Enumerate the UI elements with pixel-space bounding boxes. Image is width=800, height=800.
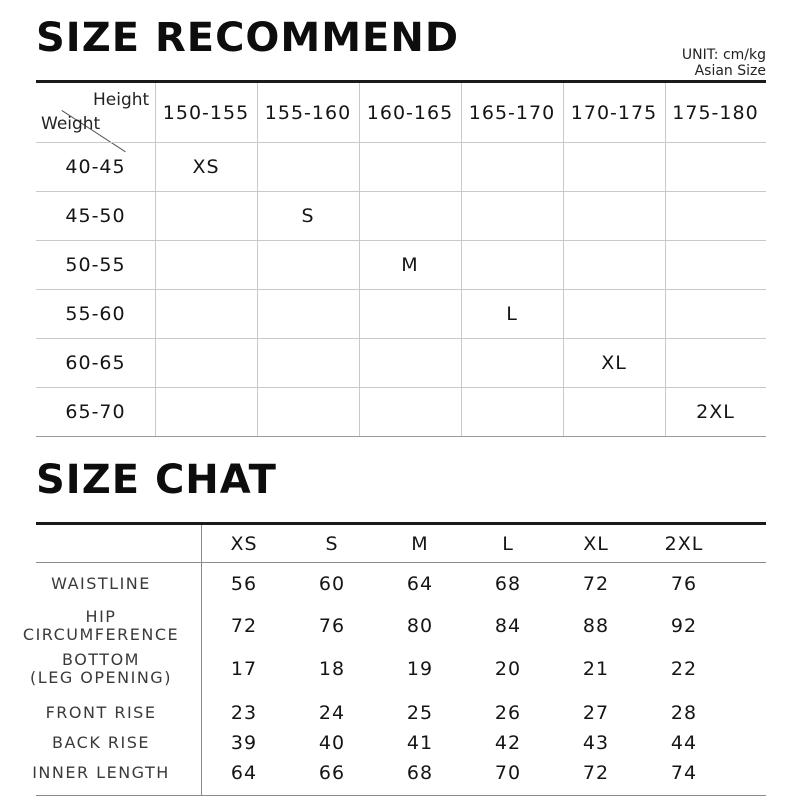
measurement-value: 28 [670, 702, 698, 724]
chat-header-divider [36, 562, 766, 563]
measurement-value: 18 [318, 658, 346, 680]
measurement-value: 84 [494, 615, 522, 637]
size-chat-title: SIZE CHAT [36, 457, 277, 503]
height-range-header: 170-175 [570, 101, 658, 124]
measurement-value: 40 [318, 732, 346, 754]
unit-note: UNIT: cm/kg [681, 47, 766, 63]
weight-range-label: 50-55 [65, 253, 126, 276]
measurement-value: 26 [494, 702, 522, 724]
measurement-value: 43 [582, 732, 610, 754]
measurement-value: 92 [670, 615, 698, 637]
chat-size-header: M [411, 532, 429, 555]
measurement-value: 56 [230, 573, 258, 595]
measurement-value: 64 [406, 573, 434, 595]
measurement-value: 64 [230, 762, 258, 784]
corner-weight-label: Weight [41, 114, 101, 134]
height-range-header: 165-170 [468, 101, 556, 124]
height-range-header: 175-180 [672, 101, 759, 124]
measurement-label: WAISTLINE [51, 574, 151, 593]
measurement-value: 68 [406, 762, 434, 784]
measurement-value: 44 [670, 732, 698, 754]
corner-height-label: Height [93, 90, 150, 110]
chat-size-header: XL [583, 532, 609, 555]
height-range-header: 150-155 [162, 101, 250, 124]
measurement-value: 27 [582, 702, 610, 724]
chat-size-header: XS [230, 532, 258, 555]
measurement-value: 17 [230, 658, 258, 680]
measurement-value: 41 [406, 732, 434, 754]
size-recommend-title: SIZE RECOMMEND [36, 15, 460, 61]
chat-size-header: S [325, 532, 339, 555]
measurement-value: 20 [494, 658, 522, 680]
measurement-value: 76 [318, 615, 346, 637]
measurement-value: 72 [230, 615, 258, 637]
weight-range-label: 45-50 [65, 204, 126, 227]
weight-range-label: 65-70 [65, 400, 126, 423]
measurement-value: 21 [582, 658, 610, 680]
measurement-value: 72 [582, 573, 610, 595]
recommended-size: L [506, 302, 518, 325]
recommended-size: M [401, 253, 419, 276]
measurement-value: 24 [318, 702, 346, 724]
measurement-label: HIP CIRCUMFERENCE [22, 607, 180, 644]
height-range-header: 160-165 [366, 101, 454, 124]
measurement-label: BOTTOM (LEG OPENING) [30, 650, 172, 687]
measurement-value: 88 [582, 615, 610, 637]
measurement-value: 39 [230, 732, 258, 754]
measurement-label: BACK RISE [52, 733, 150, 752]
measurement-value: 19 [406, 658, 434, 680]
chat-size-header: L [502, 532, 514, 555]
recommended-size: XS [192, 155, 220, 178]
asian-size-note: Asian Size [694, 63, 766, 79]
measurement-value: 25 [406, 702, 434, 724]
measurement-value: 76 [670, 573, 698, 595]
height-range-header: 155-160 [264, 101, 352, 124]
measurement-value: 74 [670, 762, 698, 784]
weight-range-label: 40-45 [65, 155, 126, 178]
measurement-value: 22 [670, 658, 698, 680]
measurement-label: INNER LENGTH [32, 763, 170, 782]
chat-bottom-rule [36, 795, 766, 796]
measurement-value: 70 [494, 762, 522, 784]
weight-range-label: 55-60 [65, 302, 126, 325]
measurement-label: FRONT RISE [45, 703, 157, 722]
recommended-size: S [301, 204, 315, 227]
recommend-row-divider [36, 436, 766, 437]
chat-size-header: 2XL [664, 532, 704, 555]
measurement-value: 23 [230, 702, 258, 724]
chat-label-divider [201, 525, 202, 795]
weight-range-label: 60-65 [65, 351, 126, 374]
measurement-value: 80 [406, 615, 434, 637]
recommended-size: XL [601, 351, 627, 374]
recommended-size: 2XL [696, 400, 735, 423]
measurement-value: 66 [318, 762, 346, 784]
measurement-value: 42 [494, 732, 522, 754]
measurement-value: 60 [318, 573, 346, 595]
measurement-value: 72 [582, 762, 610, 784]
measurement-value: 68 [494, 573, 522, 595]
